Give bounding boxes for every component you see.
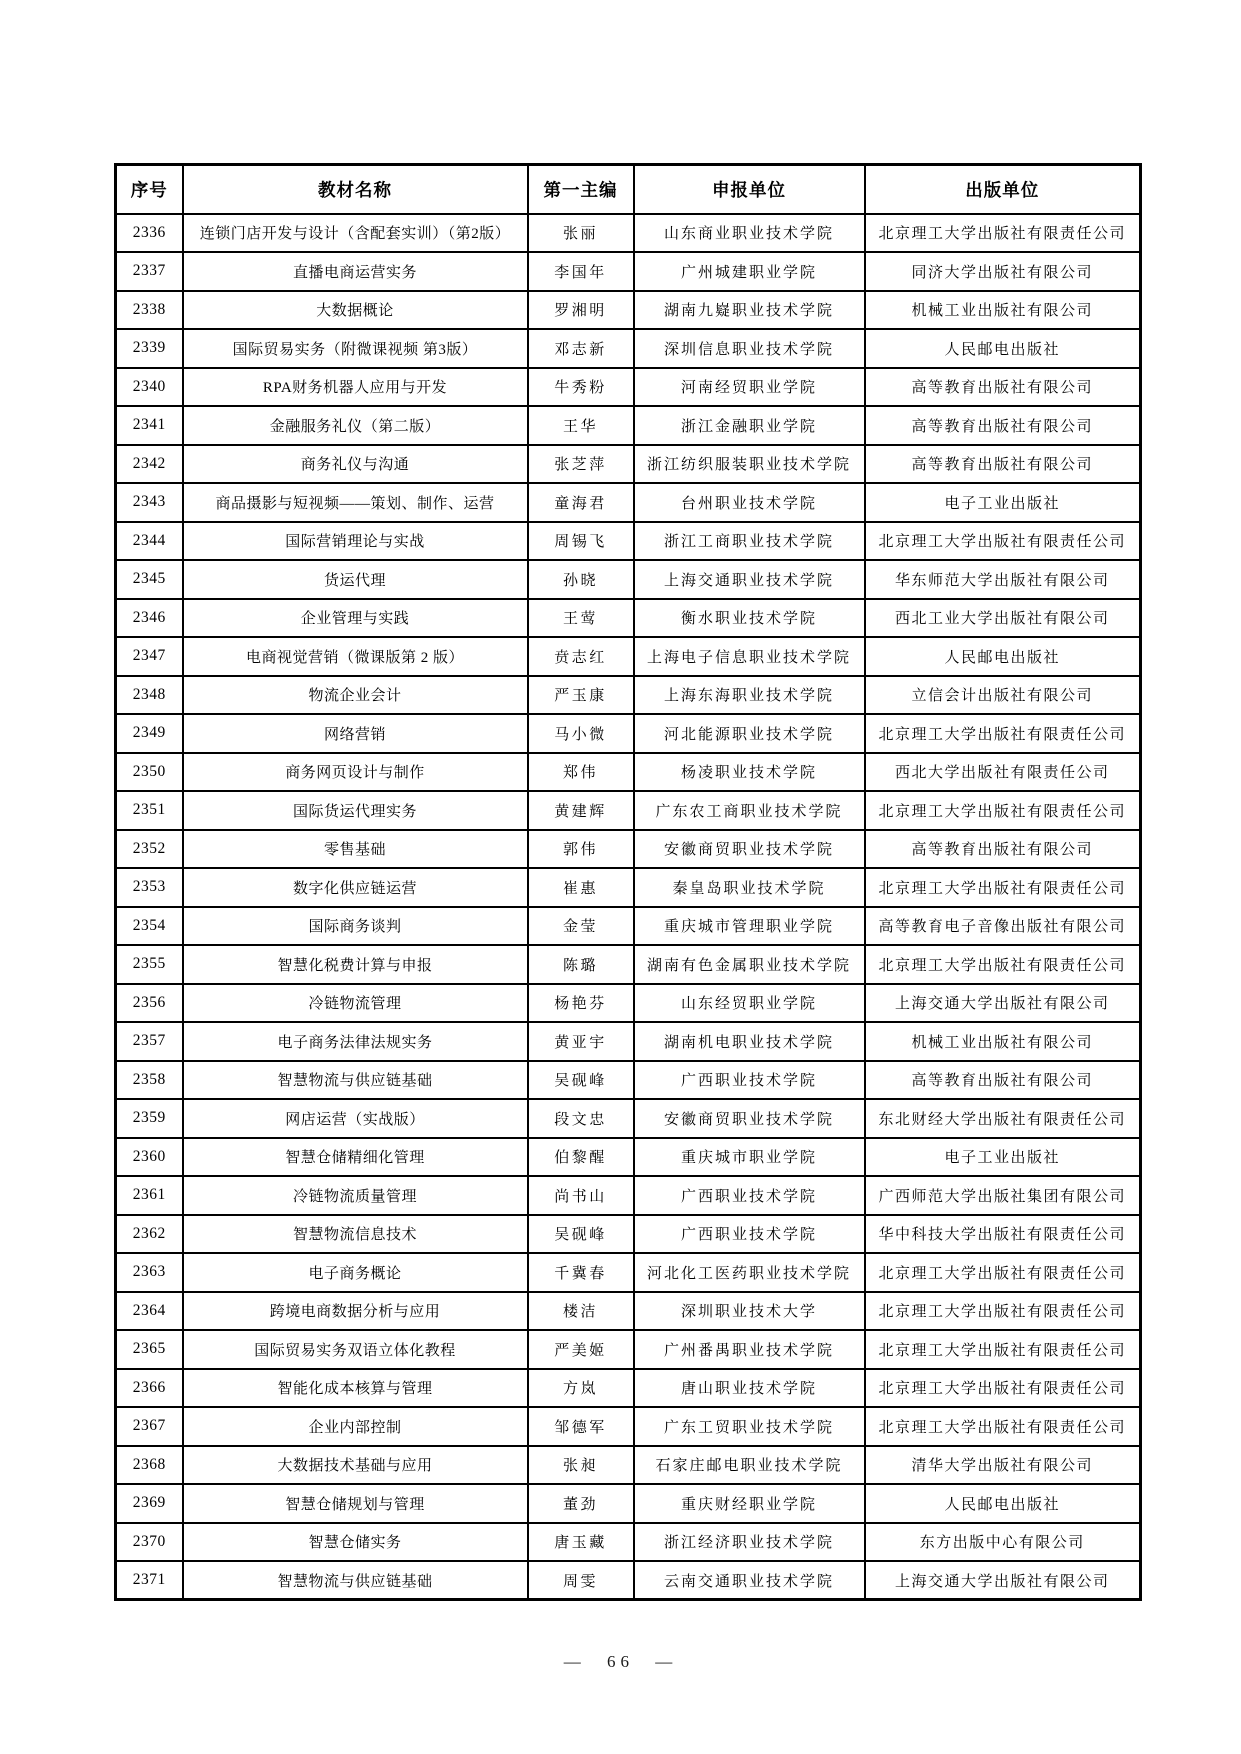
cell-title: 零售基础	[183, 830, 528, 869]
cell-title: 跨境电商数据分析与应用	[183, 1292, 528, 1331]
table-header-row	[116, 165, 1141, 214]
table-row	[116, 637, 1141, 676]
cell-publisher: 北京理工大学出版社有限责任公司	[865, 1369, 1141, 1408]
cell-org: 杨凌职业技术学院	[634, 753, 865, 792]
table-row	[116, 445, 1141, 484]
cell-editor: 郑伟	[528, 753, 634, 792]
cell-org: 广东农工商职业技术学院	[634, 791, 865, 830]
table-row	[116, 252, 1141, 291]
cell-editor: 崔惠	[528, 868, 634, 907]
cell-publisher: 高等教育出版社有限公司	[865, 368, 1141, 407]
cell-publisher: 电子工业出版社	[865, 1138, 1141, 1177]
cell-publisher: 高等教育出版社有限公司	[865, 406, 1141, 445]
cell-org: 浙江纺织服装职业技术学院	[634, 445, 865, 484]
cell-editor: 李国年	[528, 252, 634, 291]
cell-title: 电子商务概论	[183, 1253, 528, 1292]
cell-title: 冷链物流管理	[183, 984, 528, 1023]
cell-title: 国际营销理论与实战	[183, 522, 528, 561]
cell-editor: 吴砚峰	[528, 1215, 634, 1254]
table-row	[116, 753, 1141, 792]
table-row	[116, 1138, 1141, 1177]
cell-publisher: 清华大学出版社有限公司	[865, 1446, 1141, 1485]
cell-seq: 2339	[116, 329, 183, 368]
cell-editor: 张丽	[528, 214, 634, 253]
cell-title: 网络营销	[183, 714, 528, 753]
cell-publisher: 北京理工大学出版社有限责任公司	[865, 214, 1141, 253]
cell-editor: 孙晓	[528, 560, 634, 599]
cell-org: 深圳信息职业技术学院	[634, 329, 865, 368]
cell-title: 连锁门店开发与设计（含配套实训）（第2版）	[183, 214, 528, 253]
textbook-table	[114, 163, 1142, 1601]
table-row	[116, 1407, 1141, 1446]
cell-title: 货运代理	[183, 560, 528, 599]
table-row	[116, 1061, 1141, 1100]
cell-title: 智慧仓储规划与管理	[183, 1484, 528, 1523]
cell-org: 湖南机电职业技术学院	[634, 1022, 865, 1061]
cell-seq: 2364	[116, 1292, 183, 1331]
table-row	[116, 1446, 1141, 1485]
table-row	[116, 214, 1141, 253]
page-number: — 66 —	[563, 1652, 678, 1671]
cell-publisher: 北京理工大学出版社有限责任公司	[865, 522, 1141, 561]
cell-org: 云南交通职业技术学院	[634, 1561, 865, 1600]
cell-editor: 周锡飞	[528, 522, 634, 561]
cell-seq: 2367	[116, 1407, 183, 1446]
cell-title: 电商视觉营销（微课版第 2 版）	[183, 637, 528, 676]
cell-seq: 2349	[116, 714, 183, 753]
table-row	[116, 676, 1141, 715]
cell-org: 湖南九嶷职业技术学院	[634, 291, 865, 330]
cell-title: 智慧物流与供应链基础	[183, 1561, 528, 1600]
cell-org: 广州城建职业学院	[634, 252, 865, 291]
cell-title: 大数据技术基础与应用	[183, 1446, 528, 1485]
cell-org: 广西职业技术学院	[634, 1176, 865, 1215]
table-row	[116, 984, 1141, 1023]
cell-editor: 段文忠	[528, 1099, 634, 1138]
cell-seq: 2365	[116, 1330, 183, 1369]
cell-publisher: 北京理工大学出版社有限责任公司	[865, 868, 1141, 907]
cell-seq: 2341	[116, 406, 183, 445]
cell-seq: 2350	[116, 753, 183, 792]
cell-org: 广东工贸职业技术学院	[634, 1407, 865, 1446]
cell-editor: 尚书山	[528, 1176, 634, 1215]
cell-publisher: 电子工业出版社	[865, 483, 1141, 522]
cell-editor: 马小微	[528, 714, 634, 753]
cell-org: 衡水职业技术学院	[634, 599, 865, 638]
table-row	[116, 1523, 1141, 1562]
cell-publisher: 同济大学出版社有限公司	[865, 252, 1141, 291]
cell-title: 企业管理与实践	[183, 599, 528, 638]
cell-seq: 2363	[116, 1253, 183, 1292]
table-row	[116, 599, 1141, 638]
cell-publisher: 东北财经大学出版社有限责任公司	[865, 1099, 1141, 1138]
cell-publisher: 广西师范大学出版社集团有限公司	[865, 1176, 1141, 1215]
cell-title: 商品摄影与短视频——策划、制作、运营	[183, 483, 528, 522]
table-row	[116, 291, 1141, 330]
cell-editor: 杨艳芬	[528, 984, 634, 1023]
cell-editor: 陈璐	[528, 945, 634, 984]
cell-editor: 黄建辉	[528, 791, 634, 830]
cell-seq: 2358	[116, 1061, 183, 1100]
table-row	[116, 907, 1141, 946]
table-row	[116, 1561, 1141, 1600]
cell-org: 浙江经济职业技术学院	[634, 1523, 865, 1562]
cell-publisher: 立信会计出版社有限公司	[865, 676, 1141, 715]
cell-publisher: 西北大学出版社有限责任公司	[865, 753, 1141, 792]
cell-org: 重庆财经职业学院	[634, 1484, 865, 1523]
table-row	[116, 329, 1141, 368]
cell-seq: 2336	[116, 214, 183, 253]
cell-seq: 2343	[116, 483, 183, 522]
cell-org: 秦皇岛职业技术学院	[634, 868, 865, 907]
table-row	[116, 714, 1141, 753]
table-row	[116, 560, 1141, 599]
cell-org: 河北化工医药职业技术学院	[634, 1253, 865, 1292]
cell-publisher: 华东师范大学出版社有限公司	[865, 560, 1141, 599]
cell-title: 智慧仓储精细化管理	[183, 1138, 528, 1177]
cell-editor: 周雯	[528, 1561, 634, 1600]
cell-title: 智慧化税费计算与申报	[183, 945, 528, 984]
cell-org: 石家庄邮电职业技术学院	[634, 1446, 865, 1485]
cell-title: 企业内部控制	[183, 1407, 528, 1446]
cell-title: 国际贸易实务（附微课视频 第3版）	[183, 329, 528, 368]
cell-title: 冷链物流质量管理	[183, 1176, 528, 1215]
cell-org: 浙江金融职业学院	[634, 406, 865, 445]
cell-org: 湖南有色金属职业技术学院	[634, 945, 865, 984]
cell-publisher: 高等教育出版社有限公司	[865, 830, 1141, 869]
cell-publisher: 东方出版中心有限公司	[865, 1523, 1141, 1562]
cell-seq: 2366	[116, 1369, 183, 1408]
cell-seq: 2368	[116, 1446, 183, 1485]
cell-title: 物流企业会计	[183, 676, 528, 715]
cell-editor: 王莺	[528, 599, 634, 638]
cell-title: 智慧仓储实务	[183, 1523, 528, 1562]
cell-title: 智慧物流与供应链基础	[183, 1061, 528, 1100]
cell-title: 国际商务谈判	[183, 907, 528, 946]
cell-org: 深圳职业技术大学	[634, 1292, 865, 1331]
cell-publisher: 北京理工大学出版社有限责任公司	[865, 791, 1141, 830]
table-body	[116, 214, 1141, 1600]
table-row	[116, 1215, 1141, 1254]
cell-title: 网店运营（实战版）	[183, 1099, 528, 1138]
cell-org: 安徽商贸职业技术学院	[634, 830, 865, 869]
cell-title: 智能化成本核算与管理	[183, 1369, 528, 1408]
table-row	[116, 522, 1141, 561]
cell-editor: 董劲	[528, 1484, 634, 1523]
cell-seq: 2362	[116, 1215, 183, 1254]
cell-seq: 2342	[116, 445, 183, 484]
cell-publisher: 上海交通大学出版社有限公司	[865, 1561, 1141, 1600]
cell-org: 广西职业技术学院	[634, 1215, 865, 1254]
table-row	[116, 1176, 1141, 1215]
table-row	[116, 1330, 1141, 1369]
cell-seq: 2348	[116, 676, 183, 715]
table-row	[116, 791, 1141, 830]
cell-editor: 金莹	[528, 907, 634, 946]
cell-editor: 罗湘明	[528, 291, 634, 330]
cell-org: 安徽商贸职业技术学院	[634, 1099, 865, 1138]
table-row	[116, 1369, 1141, 1408]
cell-publisher: 机械工业出版社有限公司	[865, 1022, 1141, 1061]
cell-title: 国际贸易实务双语立体化教程	[183, 1330, 528, 1369]
cell-publisher: 高等教育出版社有限公司	[865, 1061, 1141, 1100]
cell-publisher: 北京理工大学出版社有限责任公司	[865, 1407, 1141, 1446]
cell-org: 河南经贸职业学院	[634, 368, 865, 407]
cell-title: 商务网页设计与制作	[183, 753, 528, 792]
cell-seq: 2369	[116, 1484, 183, 1523]
cell-seq: 2346	[116, 599, 183, 638]
column-header-title: 教材名称	[183, 165, 528, 214]
table-row	[116, 1099, 1141, 1138]
cell-title: 直播电商运营实务	[183, 252, 528, 291]
cell-org: 上海电子信息职业技术学院	[634, 637, 865, 676]
cell-publisher: 机械工业出版社有限公司	[865, 291, 1141, 330]
cell-title: RPA财务机器人应用与开发	[183, 368, 528, 407]
cell-title: 商务礼仪与沟通	[183, 445, 528, 484]
cell-org: 广西职业技术学院	[634, 1061, 865, 1100]
cell-publisher: 高等教育电子音像出版社有限公司	[865, 907, 1141, 946]
table-row	[116, 868, 1141, 907]
cell-seq: 2355	[116, 945, 183, 984]
cell-publisher: 北京理工大学出版社有限责任公司	[865, 1292, 1141, 1331]
cell-seq: 2338	[116, 291, 183, 330]
cell-title: 电子商务法律法规实务	[183, 1022, 528, 1061]
cell-org: 浙江工商职业技术学院	[634, 522, 865, 561]
cell-editor: 邹德军	[528, 1407, 634, 1446]
cell-publisher: 北京理工大学出版社有限责任公司	[865, 1253, 1141, 1292]
cell-editor: 伯黎醒	[528, 1138, 634, 1177]
table-row	[116, 1292, 1141, 1331]
cell-org: 唐山职业技术学院	[634, 1369, 865, 1408]
cell-editor: 千冀春	[528, 1253, 634, 1292]
cell-publisher: 人民邮电出版社	[865, 1484, 1141, 1523]
cell-editor: 王华	[528, 406, 634, 445]
cell-org: 重庆城市职业学院	[634, 1138, 865, 1177]
cell-editor: 楼洁	[528, 1292, 634, 1331]
column-header-org: 申报单位	[634, 165, 865, 214]
cell-editor: 郭伟	[528, 830, 634, 869]
table-row	[116, 830, 1141, 869]
cell-publisher: 北京理工大学出版社有限责任公司	[865, 1330, 1141, 1369]
cell-editor: 严玉康	[528, 676, 634, 715]
cell-org: 台州职业技术学院	[634, 483, 865, 522]
cell-seq: 2356	[116, 984, 183, 1023]
cell-publisher: 北京理工大学出版社有限责任公司	[865, 945, 1141, 984]
cell-title: 数字化供应链运营	[183, 868, 528, 907]
cell-org: 河北能源职业技术学院	[634, 714, 865, 753]
cell-publisher: 人民邮电出版社	[865, 637, 1141, 676]
cell-seq: 2351	[116, 791, 183, 830]
cell-publisher: 西北工业大学出版社有限公司	[865, 599, 1141, 638]
cell-publisher: 人民邮电出版社	[865, 329, 1141, 368]
cell-seq: 2347	[116, 637, 183, 676]
cell-editor: 唐玉藏	[528, 1523, 634, 1562]
cell-seq: 2354	[116, 907, 183, 946]
cell-org: 山东商业职业技术学院	[634, 214, 865, 253]
cell-seq: 2370	[116, 1523, 183, 1562]
cell-editor: 牛秀粉	[528, 368, 634, 407]
table-row	[116, 1253, 1141, 1292]
cell-seq: 2340	[116, 368, 183, 407]
cell-seq: 2361	[116, 1176, 183, 1215]
cell-publisher: 上海交通大学出版社有限公司	[865, 984, 1141, 1023]
cell-editor: 邓志新	[528, 329, 634, 368]
cell-seq: 2359	[116, 1099, 183, 1138]
cell-seq: 2345	[116, 560, 183, 599]
table-row	[116, 1484, 1141, 1523]
cell-editor: 张芝萍	[528, 445, 634, 484]
cell-publisher: 北京理工大学出版社有限责任公司	[865, 714, 1141, 753]
cell-org: 山东经贸职业学院	[634, 984, 865, 1023]
cell-title: 金融服务礼仪（第二版）	[183, 406, 528, 445]
cell-publisher: 高等教育出版社有限公司	[865, 445, 1141, 484]
cell-editor: 方岚	[528, 1369, 634, 1408]
cell-editor: 严美姬	[528, 1330, 634, 1369]
cell-seq: 2352	[116, 830, 183, 869]
cell-editor: 张昶	[528, 1446, 634, 1485]
column-header-publisher: 出版单位	[865, 165, 1141, 214]
cell-seq: 2344	[116, 522, 183, 561]
cell-editor: 黄亚宇	[528, 1022, 634, 1061]
cell-editor: 贲志红	[528, 637, 634, 676]
cell-title: 大数据概论	[183, 291, 528, 330]
cell-seq: 2371	[116, 1561, 183, 1600]
cell-org: 上海交通职业技术学院	[634, 560, 865, 599]
table-row	[116, 368, 1141, 407]
column-header-editor: 第一主编	[528, 165, 634, 214]
cell-org: 广州番禺职业技术学院	[634, 1330, 865, 1369]
column-header-seq: 序号	[116, 165, 183, 214]
cell-org: 上海东海职业技术学院	[634, 676, 865, 715]
cell-editor: 吴砚峰	[528, 1061, 634, 1100]
table-row	[116, 483, 1141, 522]
cell-editor: 童海君	[528, 483, 634, 522]
cell-org: 重庆城市管理职业学院	[634, 907, 865, 946]
cell-seq: 2337	[116, 252, 183, 291]
cell-seq: 2353	[116, 868, 183, 907]
cell-title: 国际货运代理实务	[183, 791, 528, 830]
cell-publisher: 华中科技大学出版社有限责任公司	[865, 1215, 1141, 1254]
table-row	[116, 406, 1141, 445]
table-row	[116, 945, 1141, 984]
table-row	[116, 1022, 1141, 1061]
cell-seq: 2360	[116, 1138, 183, 1177]
cell-seq: 2357	[116, 1022, 183, 1061]
cell-title: 智慧物流信息技术	[183, 1215, 528, 1254]
